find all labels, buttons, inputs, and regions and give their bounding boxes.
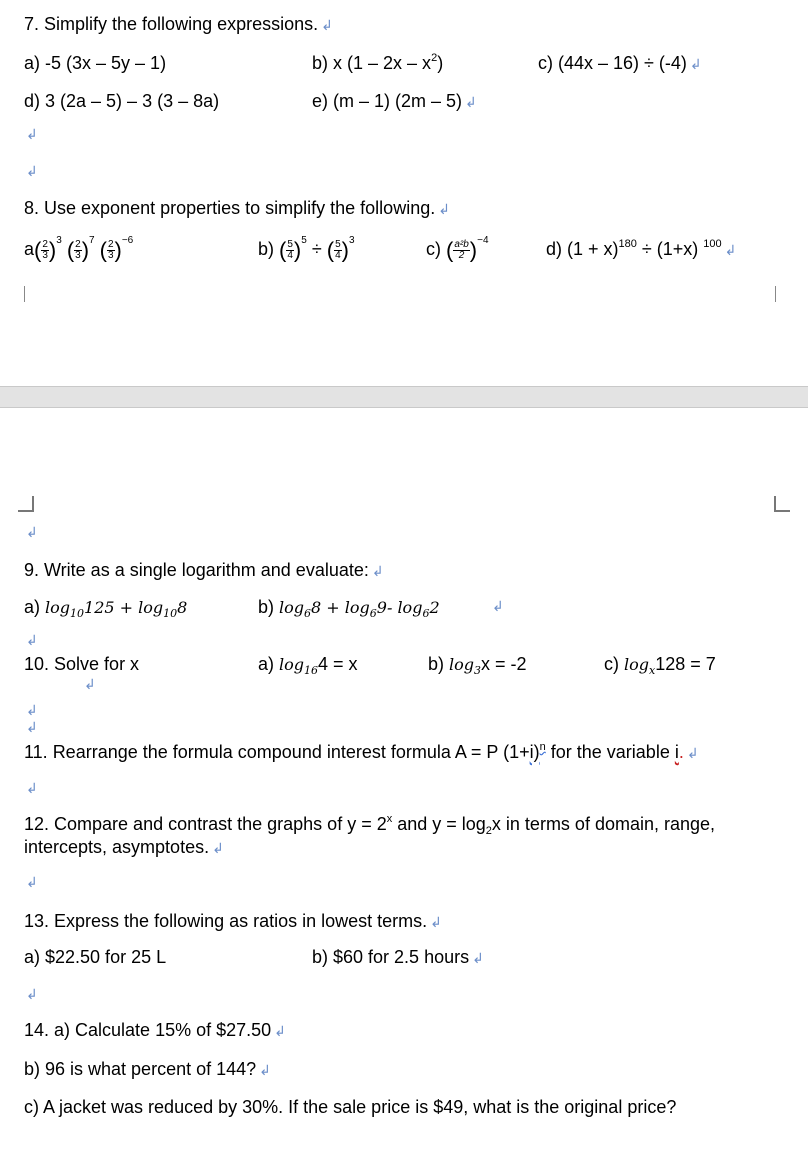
q7-c: c) (44x – 16) ÷ (-4) ↲ (538, 53, 702, 73)
page-break-gap (0, 386, 808, 408)
q13-b: b) $60 for 2.5 hours ↲ (312, 947, 484, 967)
q7-title: 7. Simplify the following expressions. ↲ (24, 14, 333, 34)
paragraph-mark: ↲ (26, 719, 38, 735)
q13-title: 13. Express the following as ratios in lowest terms. ↲ (24, 911, 442, 931)
q10-a: a) $\log_{16}4 = x$ (258, 654, 358, 677)
q7-b: b) x $(1 - 2x - x^2)$ (312, 52, 444, 73)
page-corner-right (774, 496, 790, 512)
paragraph-mark: ↲ (26, 524, 38, 540)
q12-line1: 12. Compare and contrast the graphs of $y = 2^x$ and $y = \log_2x$ in terms of domain, range, (24, 813, 716, 837)
paragraph-mark: ↲ (26, 632, 38, 648)
q14-c: c) A jacket was reduced by 30%. If the sale price is $49, what is the original price? (24, 1097, 677, 1117)
q14-b: b) 96 is what percent of 144? ↲ (24, 1059, 271, 1079)
q9-a: a) $\log_{10}125 + \log_{10}8$ (24, 597, 188, 620)
q13-a: a) $22.50 for 25 L (24, 947, 167, 967)
page-corner-left (18, 496, 34, 512)
q12-line2: intercepts, asymptotes. ↲ (24, 837, 224, 857)
q8-c: c) ( $\frac{\text{a²b}}{2}$ )$^{-4}$ (426, 235, 489, 263)
q8-title: 8. Use exponent properties to simplify the following. ↲ (24, 198, 450, 218)
paragraph-mark: ↲ (26, 780, 38, 796)
q14-a: 14. a) Calculate 15% of $27.50 ↲ (24, 1020, 286, 1040)
q7-d: d) 3 (2a – 5) – 3 (3 – 8a) (24, 91, 220, 111)
paragraph-mark: ↲ (26, 702, 38, 718)
text-cursor-left (24, 286, 25, 302)
q10-b: b) $\log_3x = -2$ (428, 654, 527, 677)
paragraph-mark: ↲ (26, 874, 38, 890)
q8-d: d) $(1 + x)^{180} \div (1+x)$ $^{100}$ ↲ (546, 238, 737, 259)
paragraph-mark: ↲ (26, 163, 38, 179)
q9-b: b) $\log_68 + \log_69-$ $\log_62$ (258, 597, 440, 620)
paragraph-mark: ↲ (84, 676, 96, 692)
q10-c: c) $\log_x128 = 7$ (604, 654, 716, 677)
paragraph-mark: ↲ (26, 986, 38, 1002)
paragraph-mark: ↲ (26, 126, 38, 142)
q9-title: 9. Write as a single logarithm and evaluate: ↲ (24, 560, 384, 580)
paragraph-mark: ↲ (492, 598, 504, 614)
q8-b: b) ( $\frac{5}{4}$ )$^5$ ÷ ( $\frac{5}{4}$ )$^3$ (258, 235, 355, 263)
q11-text: 11. Rearrange the formula compound interest formula A = P $(1+i)^n$ for the variable i. ↲ (24, 741, 699, 762)
q7-a: a) -5 (3x – 5y – 1) (24, 53, 167, 73)
q8-a: a( $\frac{2}{3}$ )$^3$ ( $\frac{2}{3}$ )$^7$ ( $\frac{2}{3}$ )$^{-6}$ (24, 235, 134, 263)
q7-e: e) (m – 1) (2m – 5) ↲ (312, 91, 477, 111)
text-cursor-right (775, 286, 776, 302)
q10-title: 10. Solve for x (24, 654, 140, 674)
